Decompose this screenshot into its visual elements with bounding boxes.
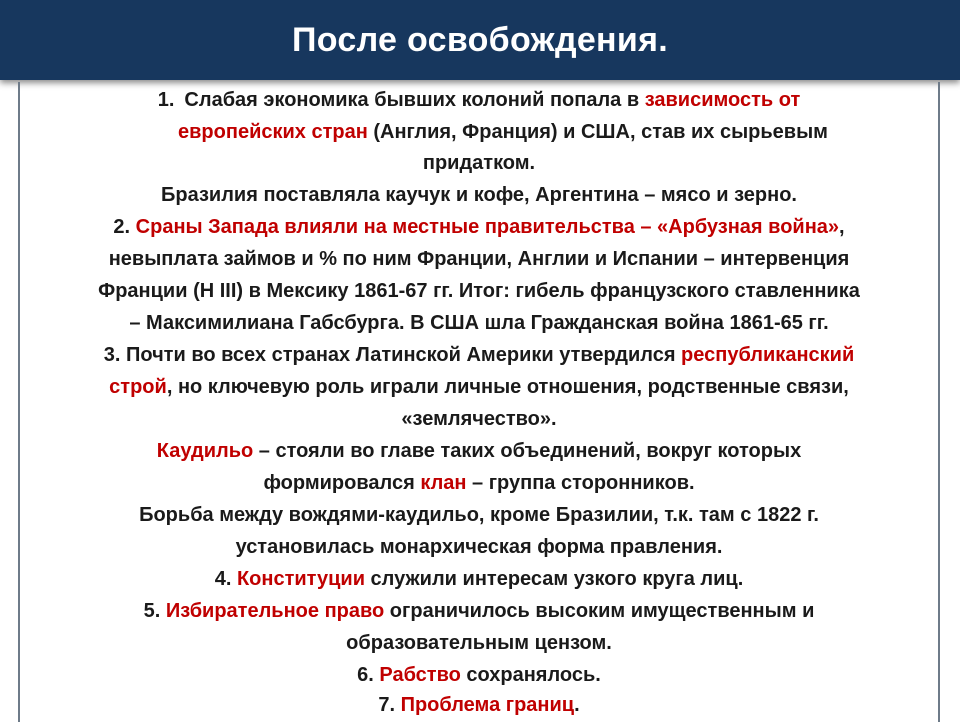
text-line xyxy=(20,212,938,242)
text-segment: Слабая экономика бывших колоний попала в xyxy=(184,89,645,111)
text-segment: 2. xyxy=(113,216,136,238)
text-line xyxy=(20,468,938,498)
text-line xyxy=(20,340,938,370)
text-line xyxy=(20,85,938,115)
highlighted-term: Избирательное право xyxy=(165,600,385,622)
highlighted-term: Проблема границ xyxy=(400,694,575,716)
text-segment: 6. xyxy=(357,664,380,686)
text-segment: 1. xyxy=(157,89,175,111)
text-line xyxy=(20,276,938,306)
text-line xyxy=(20,532,938,562)
highlighted-term: зависимость от xyxy=(644,89,801,111)
text-line xyxy=(20,372,938,402)
highlighted-term: клан xyxy=(420,472,467,494)
highlighted-term: Рабство xyxy=(379,664,461,686)
text-line xyxy=(44,117,940,147)
text-line xyxy=(20,596,938,626)
text-segment: . xyxy=(574,694,580,716)
highlighted-term: европейских стран xyxy=(178,121,368,143)
text-line xyxy=(20,660,938,690)
text-line xyxy=(20,436,938,466)
highlighted-term: Конституции xyxy=(236,568,365,590)
text-segment: сохранялось. xyxy=(460,664,601,686)
text-segment: образовательным цензом. xyxy=(346,632,612,654)
text-segment: (Англия, Франция) и США, став их сырьевым xyxy=(367,121,828,143)
text-segment: – группа сторонников. xyxy=(466,472,695,494)
text-segment: ограничилось высоким имущественным и xyxy=(384,600,815,622)
text-line xyxy=(20,404,938,434)
text-segment: установилась монархическая форма правления. xyxy=(235,536,723,558)
text-line xyxy=(20,148,938,178)
text-segment: 3. Почти во всех странах Латинской Америки утвердился xyxy=(103,344,682,366)
text-segment: , но ключевую роль играли личные отношения, родственные связи, xyxy=(166,376,849,398)
text-segment: 4. xyxy=(214,568,237,590)
text-segment: невыплата займов и % по ним Франции, Англии и Испании – интервенция xyxy=(108,248,850,270)
text-line xyxy=(20,628,938,658)
text-segment: служили интересам узкого круга лиц. xyxy=(365,568,744,590)
highlighted-term: Каудильо xyxy=(156,440,254,462)
text-line xyxy=(20,690,938,720)
text-segment: Бразилия поставляла каучук и кофе, Аргентина – мясо и зерно. xyxy=(161,184,797,206)
text-line xyxy=(20,244,938,274)
highlighted-term: республиканский xyxy=(681,344,855,366)
content-box xyxy=(18,82,940,722)
text-segment: – Максимилиана Габсбурга. В США шла Гражданская война 1861-65 гг. xyxy=(129,312,829,334)
text-segment: формировался xyxy=(263,472,421,494)
text-segment: Борьба между вождями-каудильо, кроме Бразилии, т.к. там с 1822 г. xyxy=(139,504,819,526)
text-segment: 5. xyxy=(143,600,166,622)
text-line xyxy=(20,180,938,210)
text-line xyxy=(20,308,938,338)
slide-title: После освобождения. xyxy=(292,21,668,59)
text-segment: 7. xyxy=(378,694,401,716)
text-segment: Франции (Н III) в Мексику 1861-67 гг. Итог: гибель французского ставленника xyxy=(98,280,860,302)
highlighted-term: Сраны Запада влияли на местные правительства – «Арбузная война» xyxy=(135,216,840,238)
text-segment: придатком. xyxy=(422,152,536,174)
text-line xyxy=(20,500,938,530)
text-line xyxy=(20,564,938,594)
text-segment: – стояли во главе таких объединений, вокруг которых xyxy=(253,440,802,462)
text-segment: «землячество». xyxy=(401,408,557,430)
text-segment: , xyxy=(839,216,845,238)
highlighted-term: строй xyxy=(109,376,167,398)
